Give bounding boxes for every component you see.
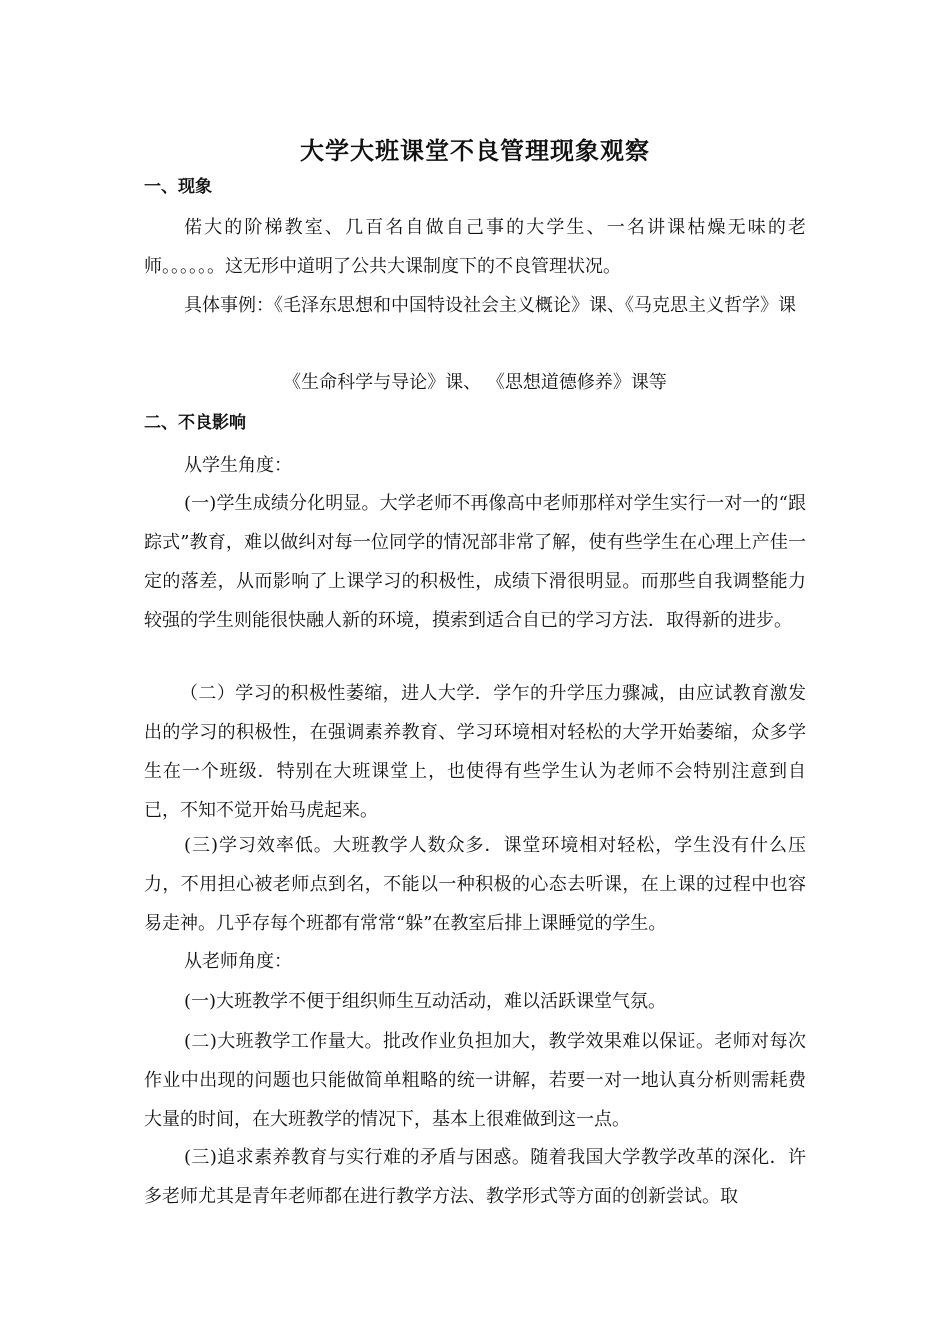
paragraph-examples-continued: 《生命科学与导论》课、 《思想道德修养》课等 <box>283 372 667 393</box>
paragraph-student-point-2: （二）学习的积极性萎缩，进人大学．学乍的升学压力骤减，由应试教育激发出的学习的积极性，在强调素养教育、学习环境相对轻松的大学开始萎缩，众多学生在一个班级．特别在大班课堂上，也使得有些学生认为老师不会特别注意到自已，不知不觉开始马虎起来。 <box>144 683 806 821</box>
paragraph-teacher-point-2: (二)大班教学工作量大。批改作业负担加大，教学效果难以保证。老师对每次作业中出现的问题也只能做简单粗略的统一讲解，若要一对一地认真分析则需耗费大量的时间，在大班教学的情况下，基本上很难做到这一点。 <box>144 1031 806 1130</box>
paragraph-teacher-point-1: (一)大班教学不便于组织师生互动活动，难以活跃课堂气氛。 <box>184 991 667 1012</box>
section-heading-phenomenon: 一、现象 <box>144 177 212 197</box>
paragraph-student-point-3: (三)学习效率低。大班教学人数众多．课堂环境相对轻松，学生没有什么压力，不用担心被老师点到名，不能以一种积极的心态去听课，在上课的过程中也容易走神。几乎存每个班都有常常“躲”在教室后排上课睡觉的学生。 <box>144 835 806 934</box>
paragraph-teacher-perspective: 从老师角度： <box>184 951 292 972</box>
paragraph-teacher-point-3: (三)追求素养教育与实行难的矛盾与困惑。随着我国大学教学改革的深化．许多老师尤其是青年老师都在进行教学方法、教学形式等方面的创新尝试。取 <box>144 1147 806 1207</box>
paragraph-student-point-1: (一)学生成绩分化明显。大学老师不再像高中老师那样对学生实行一对一的“跟踪式”教育，难以做纠对每一位同学的情况部非常了解，使有些学生在心理上产佳一定的落差，从而影响了上课学习的积极性，成绩下滑很明显。而那些自我调整能力较强的学生则能很快融人新的环境，摸索到适合自已的学习方法．取得新的进步。 <box>144 493 806 631</box>
paragraph-student-perspective: 从学生角度： <box>184 455 292 476</box>
paragraph-examples: 具体事例：《毛泽东思想和中国特设社会主义概论》课、《马克思主义哲学》课 <box>184 295 796 316</box>
section-heading-impact: 二、不良影响 <box>144 413 246 433</box>
paragraph-phenomenon: 偌大的阶梯教室、几百名自做自己事的大学生、一名讲课枯燥无味的老师。。。。。。这无形中道明了公共大课制度下的不良管理状况。 <box>144 217 806 277</box>
page-title: 大学大班课堂不良管理现象观察 <box>300 137 650 165</box>
